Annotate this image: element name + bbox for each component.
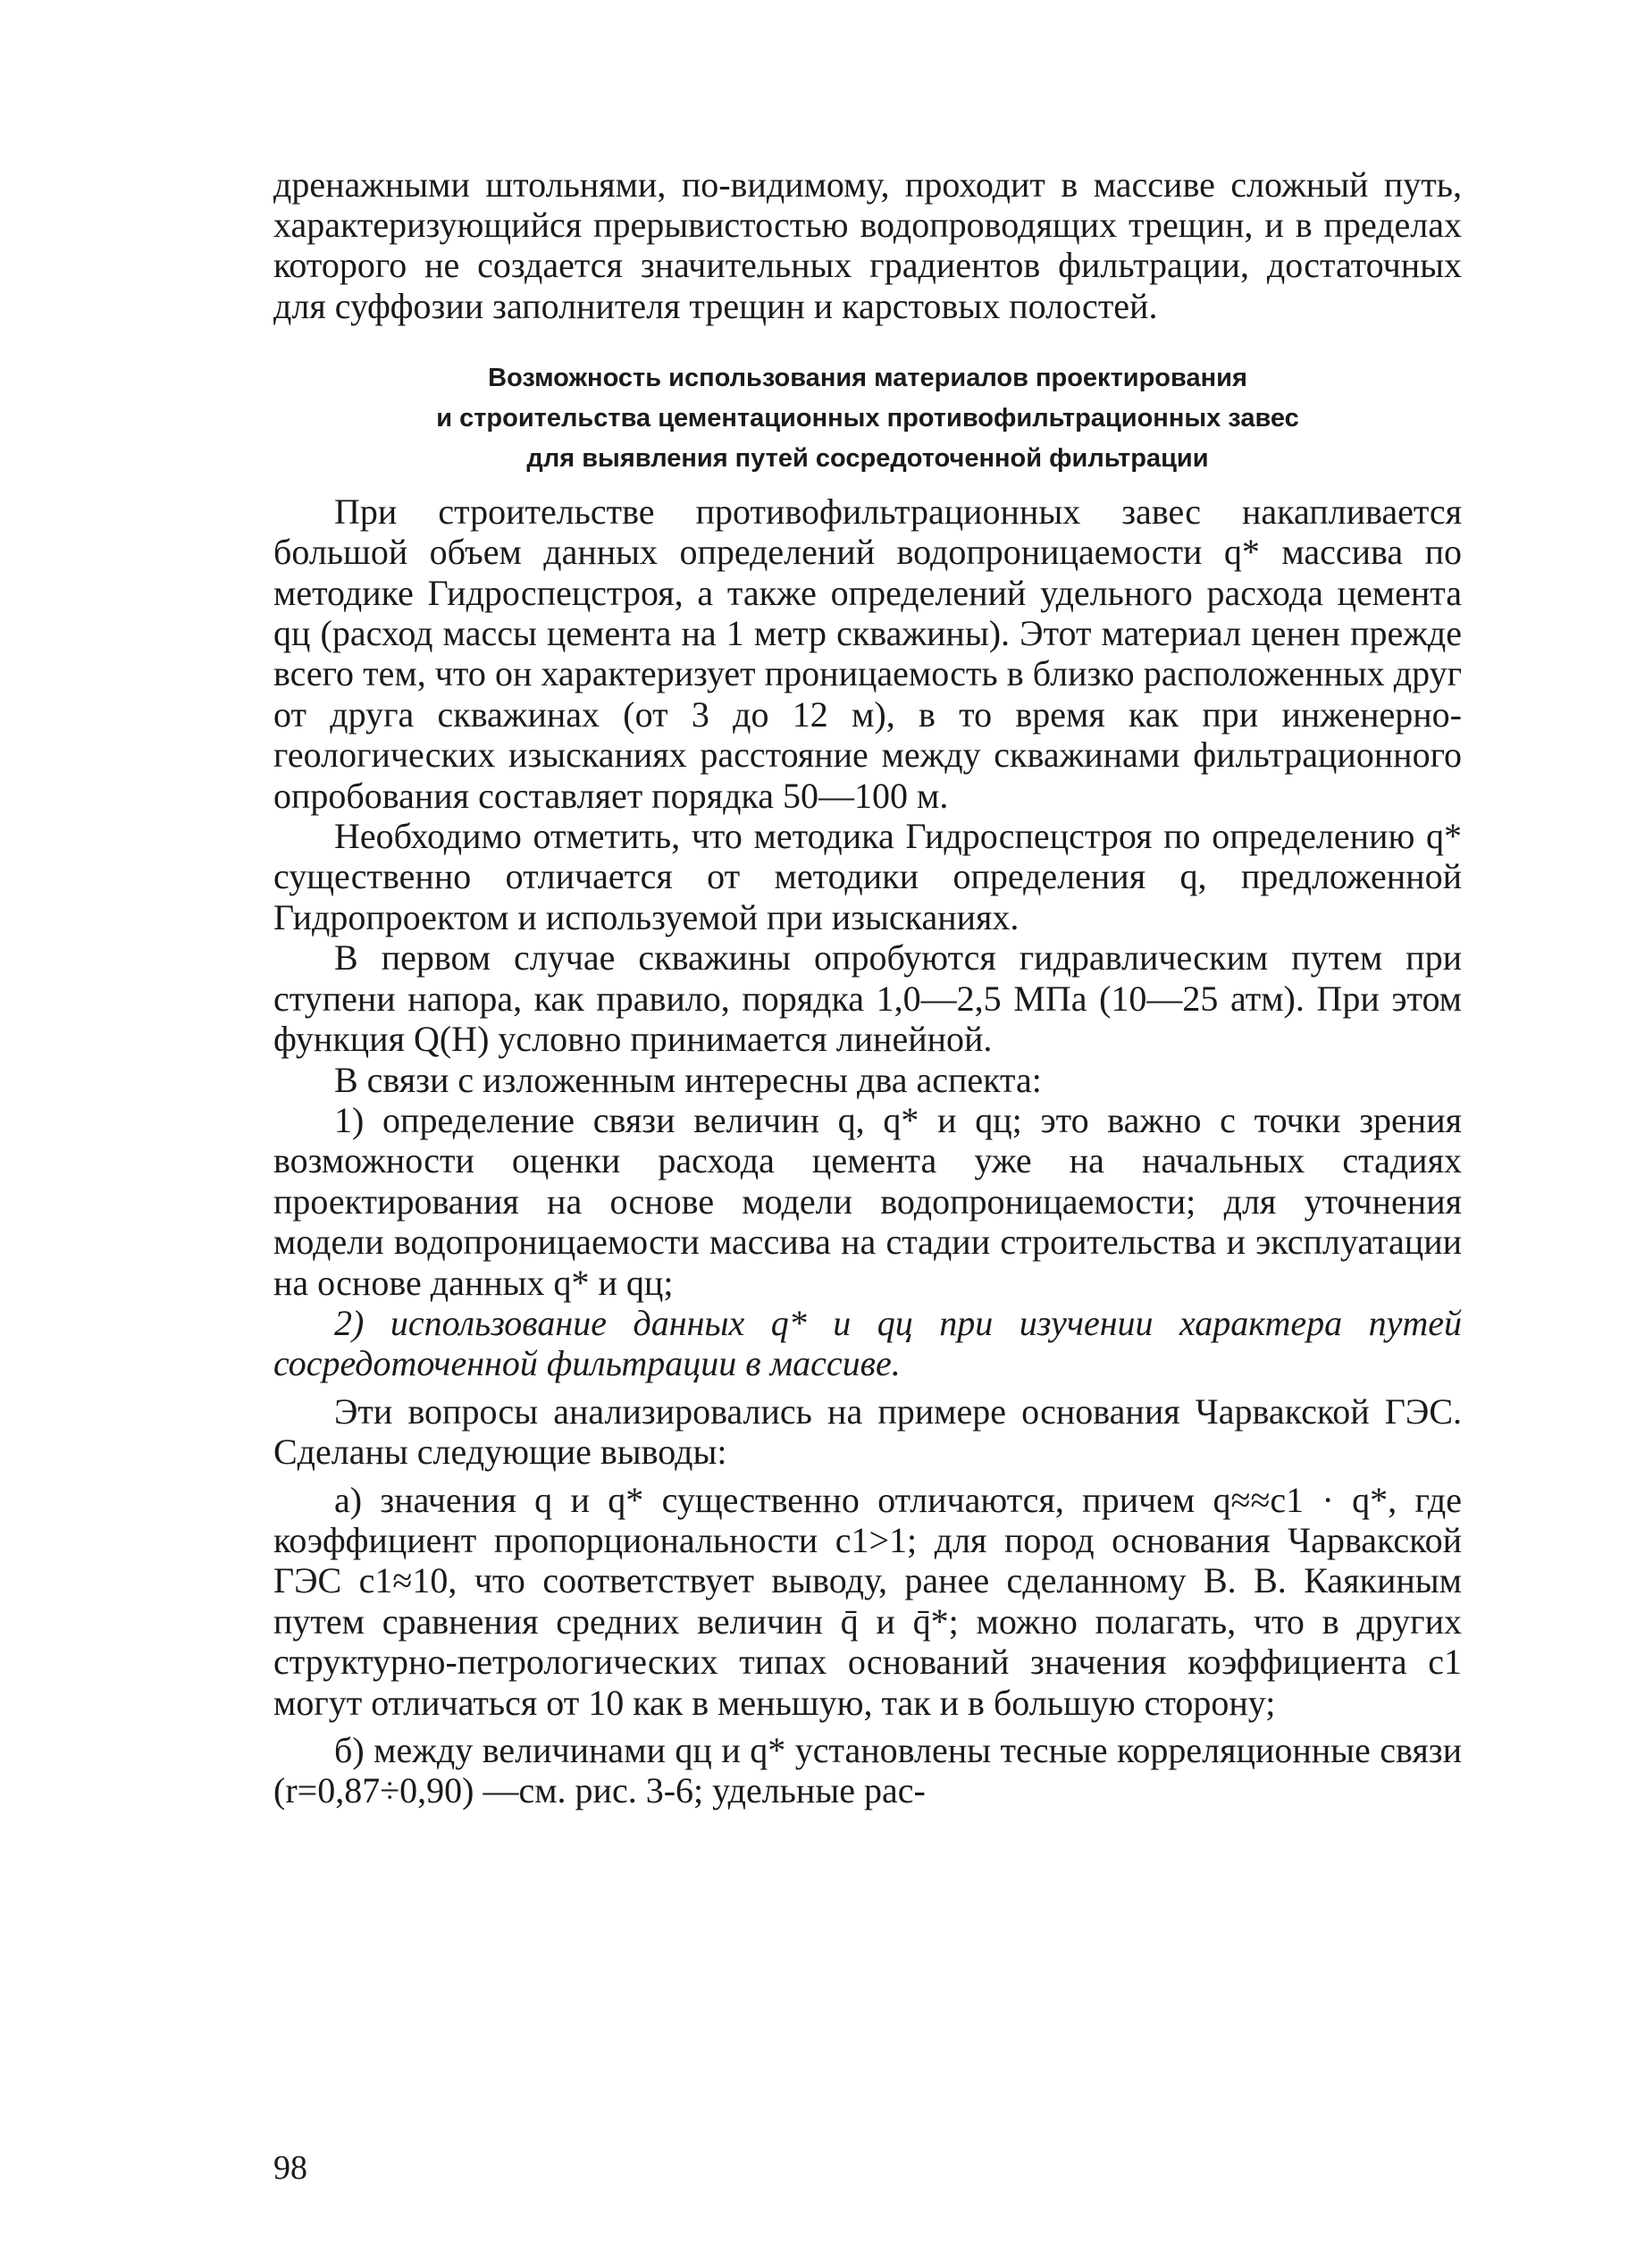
section-heading-line-2: и строительства цементационных противофильтрационных завес bbox=[436, 403, 1299, 433]
body-text bbox=[273, 491, 1462, 1811]
paragraph-3: В первом случае скважины опробуются гидравлическим путем при ступени напора, как правило, порядка 1,0—2,5 МПа (10—25 атм). При этом функция Q(H) условно принимается линейной. bbox=[273, 937, 1462, 1060]
conclusion-b: б) между величинами qц и q* установлены тесные корреляционные связи (r=0,87÷0,90) —см. рис. 3-6; удельные рас- bbox=[273, 1730, 1462, 1811]
paragraph-1: При строительстве противофильтрационных завес накапливается большой объем данных определений водопроницаемости q* массива по методике Гидроспецстроя, а также определений удельного расхода цемента qц (расход массы цемента на 1 метр скважины). Этот материал ценен прежде всего тем, что он характеризует проницаемость в близко расположенных друг от друга скважинах (от 3 до 12 м), в то время как при инженерно-геологических изысканиях расстояние между скважинами фильтрационного опробования составляет порядка 50—100 м. bbox=[273, 491, 1462, 816]
intro-paragraph: дренажными штольнями, по-видимому, проходит в массиве сложный путь, характеризующийся прерывистостью водопроводящих трещин, и в пределах которого не создается значительных градиентов фильтрации, достаточных для суффозии заполнителя трещин и карстовых полостей. bbox=[273, 164, 1462, 326]
paragraph-4: В связи с изложенным интересны два аспекта: bbox=[334, 1059, 1042, 1100]
paragraph-2: Необходимо отметить, что методика Гидроспецстроя по определению q* существенно отличается от методики определения q, предложенной Гидропроектом и используемой при изысканиях. bbox=[273, 816, 1462, 937]
section-heading-line-1: Возможность использования материалов проектирования bbox=[488, 363, 1247, 392]
section-heading-line-3: для выявления путей сосредоточенной фильтрации bbox=[526, 443, 1209, 473]
paragraph-5: Эти вопросы анализировались на примере основания Чарвакской ГЭС. Сделаны следующие выводы: bbox=[273, 1390, 1462, 1473]
conclusion-a: а) значения q и q* существенно отличаются, причем q≈≈c1 · q*, где коэффициент пропорциональности c1>1; для пород основания Чарвакской ГЭС c1≈10, что соответствует выводу, ранее сделанному В. В. Каякиным путем сравнения средних величин q̄ и q̄*; можно полагать, что в других структурно-петрологических типах оснований значения коэффициента c1 могут отличаться от 10 как в меньшую, так и в большую сторону; bbox=[273, 1479, 1462, 1723]
section-heading bbox=[273, 358, 1462, 479]
page-number: 98 bbox=[273, 2149, 307, 2187]
page-content bbox=[273, 164, 1462, 1811]
list-item-1: 1) определение связи величин q, q* и qц; это важно с точки зрения возможности оценки расхода цемента уже на начальных стадиях проектирования на основе модели водопроницаемости; для уточнения модели водопроницаемости массива на стадии строительства и эксплуатации на основе данных q* и qц; bbox=[273, 1099, 1462, 1303]
list-item-2: 2) использование данных q* и qц при изучении характера путей сосредоточенной фильтрации в массиве. bbox=[273, 1302, 1462, 1384]
